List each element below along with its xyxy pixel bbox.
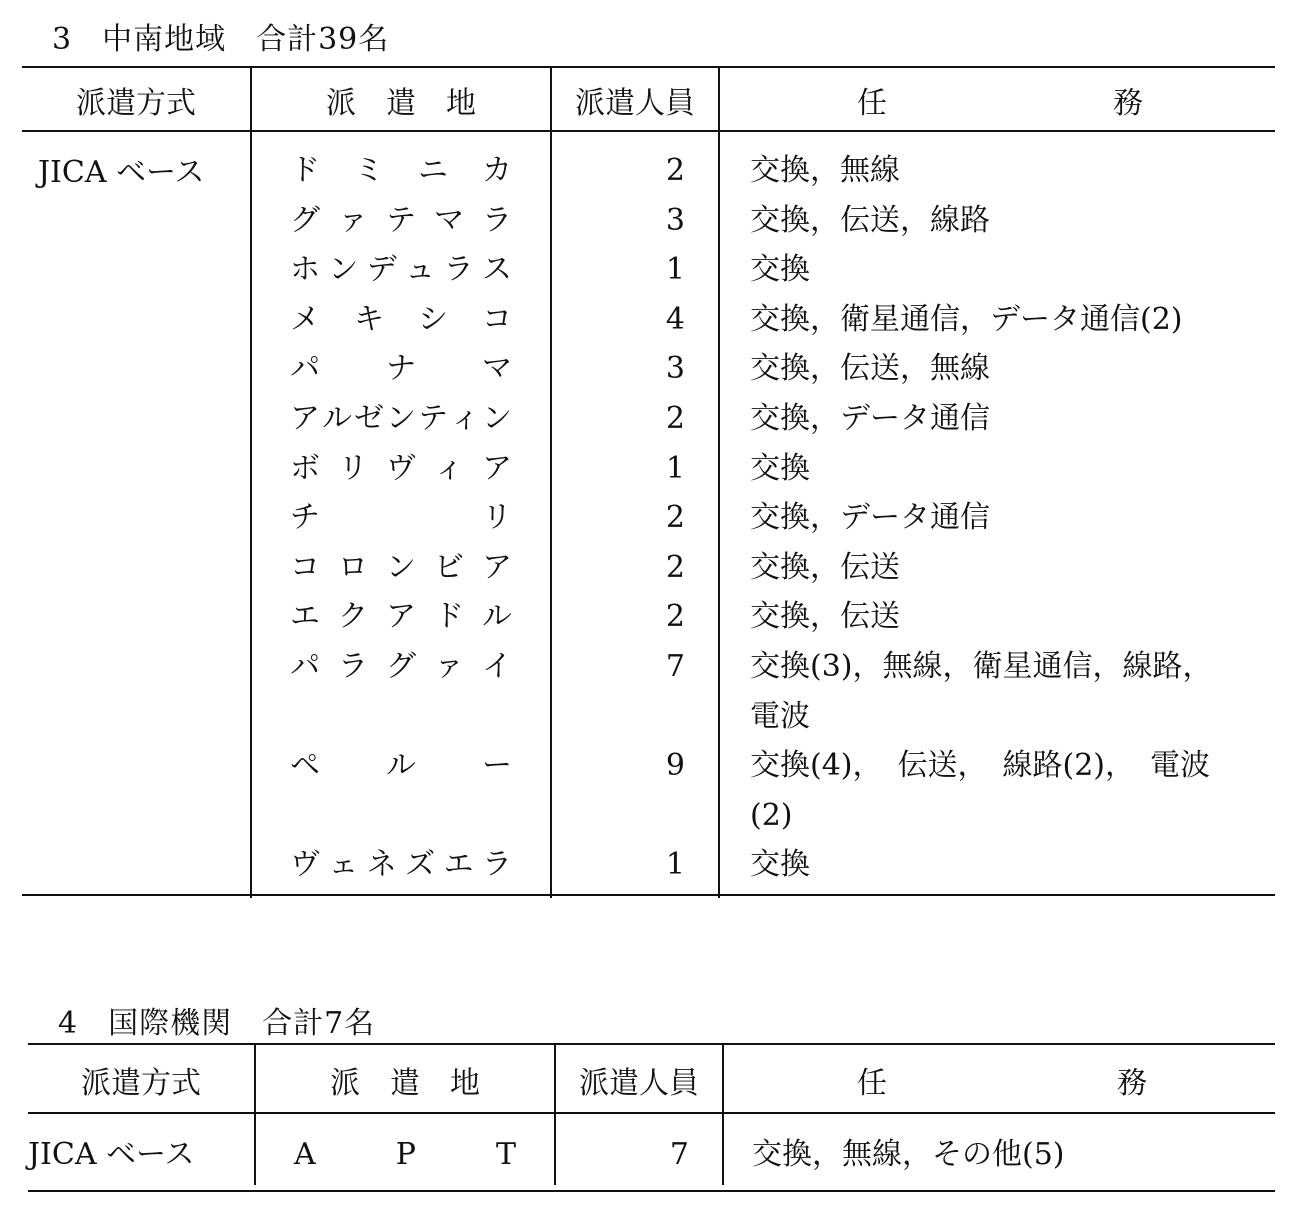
destination-char: シ: [418, 301, 448, 337]
destination-char: ア: [290, 401, 320, 436]
task-cell: 交換: [750, 252, 810, 288]
section-total: 合計39名: [256, 22, 390, 57]
destination-char: ペ: [290, 748, 320, 784]
count-cell: 3: [665, 351, 685, 387]
header-task-left: 任: [857, 86, 887, 121]
header-task-right: 務: [1117, 1066, 1147, 1101]
task-cell: 交換(3)，無線，衛星通信，線路，: [750, 649, 1213, 684]
destination-char: P: [395, 1137, 416, 1172]
destination-cell: [290, 741, 512, 791]
destination-char: パ: [290, 351, 320, 387]
destination-char: ゼ: [354, 401, 384, 436]
task-cell: (2): [750, 797, 793, 833]
destination-cell: [290, 543, 512, 593]
destination-char: リ: [482, 500, 512, 536]
header-destination: 派 遣 地: [326, 86, 476, 121]
destination-char: ン: [482, 401, 512, 436]
header-task-right: 務: [1113, 86, 1143, 121]
destination-char: ナ: [386, 351, 416, 387]
task-cell: 交換，無線: [750, 153, 900, 188]
destination-char: リ: [338, 450, 368, 486]
destination-char: イ: [482, 649, 512, 684]
destination-char: ラ: [443, 252, 474, 288]
section-title: [58, 998, 375, 1042]
method-value: JICA ベース: [38, 155, 205, 190]
table-bottom-rule: [28, 1190, 1275, 1192]
count-cell: 1: [665, 252, 685, 288]
task-cell: 交換，無線，その他(5): [752, 1137, 1065, 1172]
task-cell: 交換，衛星通信，データ通信(2): [750, 301, 1183, 337]
section-number: 3: [52, 22, 73, 57]
destination-char: ァ: [434, 649, 464, 684]
destination-char: ホ: [290, 252, 320, 288]
destination-cell: [290, 295, 512, 345]
destination-char: ィ: [434, 450, 464, 486]
destination-char: ネ: [366, 847, 397, 883]
section-total: 合計7名: [262, 1006, 376, 1041]
column-divider: [250, 68, 252, 898]
task-cell: 交換: [750, 847, 810, 883]
destination-char: コ: [482, 301, 512, 337]
section-name: 中南地域: [102, 22, 227, 57]
column-divider: [554, 1045, 556, 1185]
header-destination: 派 遣 地: [330, 1066, 480, 1101]
destination-char: ク: [338, 599, 368, 635]
task-cell: 交換，データ通信: [750, 500, 990, 536]
task-cell: 交換，伝送: [750, 599, 900, 635]
destination-cell: [290, 444, 512, 494]
destination-char: ァ: [338, 202, 368, 238]
count-cell: 1: [665, 450, 685, 486]
destination-cell: [290, 840, 512, 890]
task-cell: 交換，伝送，線路: [750, 202, 990, 238]
method-value: JICA ベース: [28, 1137, 195, 1172]
count-cell: 3: [665, 202, 685, 238]
count-cell: 1: [665, 847, 685, 883]
task-cell: 交換，伝送: [750, 549, 900, 585]
destination-char: デ: [366, 252, 397, 288]
destination-char: ビ: [434, 549, 464, 585]
destination-char: ア: [482, 549, 512, 585]
destination-char: ロ: [338, 549, 368, 585]
destination-char: ィ: [450, 401, 480, 436]
count-cell: 7: [665, 649, 685, 684]
destination-char: ル: [322, 401, 352, 436]
destination-char: ェ: [328, 847, 359, 883]
destination-cell: [290, 592, 512, 642]
count-cell: 2: [665, 500, 685, 536]
task-cell: 交換(4)， 伝送， 線路(2)， 電波: [750, 748, 1210, 784]
count-cell: 4: [665, 301, 685, 337]
header-method: 派遣方式: [76, 86, 196, 121]
count-cell: 2: [665, 153, 685, 188]
destination-char: ア: [482, 450, 512, 486]
destination-char: パ: [290, 649, 320, 684]
destination-cell: [290, 245, 512, 295]
destination-char: グ: [290, 202, 320, 238]
destination-char: チ: [290, 500, 320, 536]
destination-cell: [290, 493, 512, 543]
column-divider: [718, 68, 720, 898]
section-title: [52, 14, 389, 58]
section-name: 国際機関: [108, 1006, 233, 1041]
destination-cell: [290, 146, 512, 196]
header-method: 派遣方式: [81, 1066, 201, 1101]
column-divider: [550, 68, 552, 898]
destination-char: ル: [386, 748, 416, 784]
destination-char: エ: [290, 599, 320, 635]
destination-cell: [290, 642, 512, 692]
destination-char: キ: [354, 301, 384, 337]
destination-char: ヴ: [386, 450, 416, 486]
destination-char: ド: [290, 153, 320, 188]
destination-char: ア: [386, 599, 416, 635]
destination-char: ラ: [482, 202, 512, 238]
section-number: 4: [58, 1006, 79, 1041]
destination-char: マ: [434, 202, 464, 238]
table-bottom-rule: [22, 894, 1275, 896]
destination-char: T: [495, 1137, 516, 1172]
destination-cell: [290, 344, 512, 394]
count-cell: 2: [665, 549, 685, 585]
destination-char: ド: [434, 599, 464, 635]
destination-cell: [294, 1130, 516, 1180]
destination-char: ー: [482, 748, 512, 784]
destination-char: テ: [386, 202, 416, 238]
table-top-rule: [28, 1043, 1275, 1045]
header-bottom-rule: [22, 130, 1275, 132]
column-divider: [254, 1045, 256, 1185]
header-count: 派遣人員: [579, 1066, 699, 1101]
count-cell: 2: [665, 401, 685, 436]
destination-char: マ: [482, 351, 512, 387]
destination-char: ニ: [418, 153, 448, 188]
task-cell: 交換，伝送，無線: [750, 351, 990, 387]
count-cell: 7: [669, 1137, 689, 1172]
destination-char: A: [294, 1137, 316, 1172]
destination-char: ン: [328, 252, 359, 288]
destination-char: コ: [290, 549, 320, 585]
column-divider: [722, 1045, 724, 1185]
destination-char: ヴ: [290, 847, 320, 883]
header-count: 派遣人員: [575, 86, 695, 121]
destination-char: ズ: [405, 847, 436, 883]
destination-char: ラ: [481, 847, 512, 883]
table-top-rule: [22, 66, 1275, 68]
count-cell: 2: [665, 599, 685, 635]
destination-char: ン: [386, 401, 416, 436]
destination-char: ミ: [354, 153, 384, 188]
task-cell: 交換: [750, 450, 810, 486]
destination-char: テ: [418, 401, 448, 436]
count-cell: 9: [665, 748, 685, 784]
header-task-left: 任: [857, 1066, 887, 1101]
task-cell: 電波: [750, 698, 810, 734]
destination-cell: [290, 394, 512, 444]
destination-char: ラ: [338, 649, 368, 684]
header-bottom-rule: [28, 1112, 1275, 1114]
destination-char: ス: [481, 252, 512, 288]
task-cell: 交換，データ通信: [750, 401, 990, 436]
destination-char: カ: [482, 153, 512, 188]
destination-char: メ: [290, 301, 320, 337]
destination-char: ュ: [405, 252, 436, 288]
destination-char: エ: [443, 847, 474, 883]
destination-char: ン: [386, 549, 416, 585]
destination-char: ル: [482, 599, 512, 635]
destination-char: ボ: [290, 450, 320, 486]
destination-char: グ: [386, 649, 416, 684]
destination-cell: [290, 196, 512, 246]
